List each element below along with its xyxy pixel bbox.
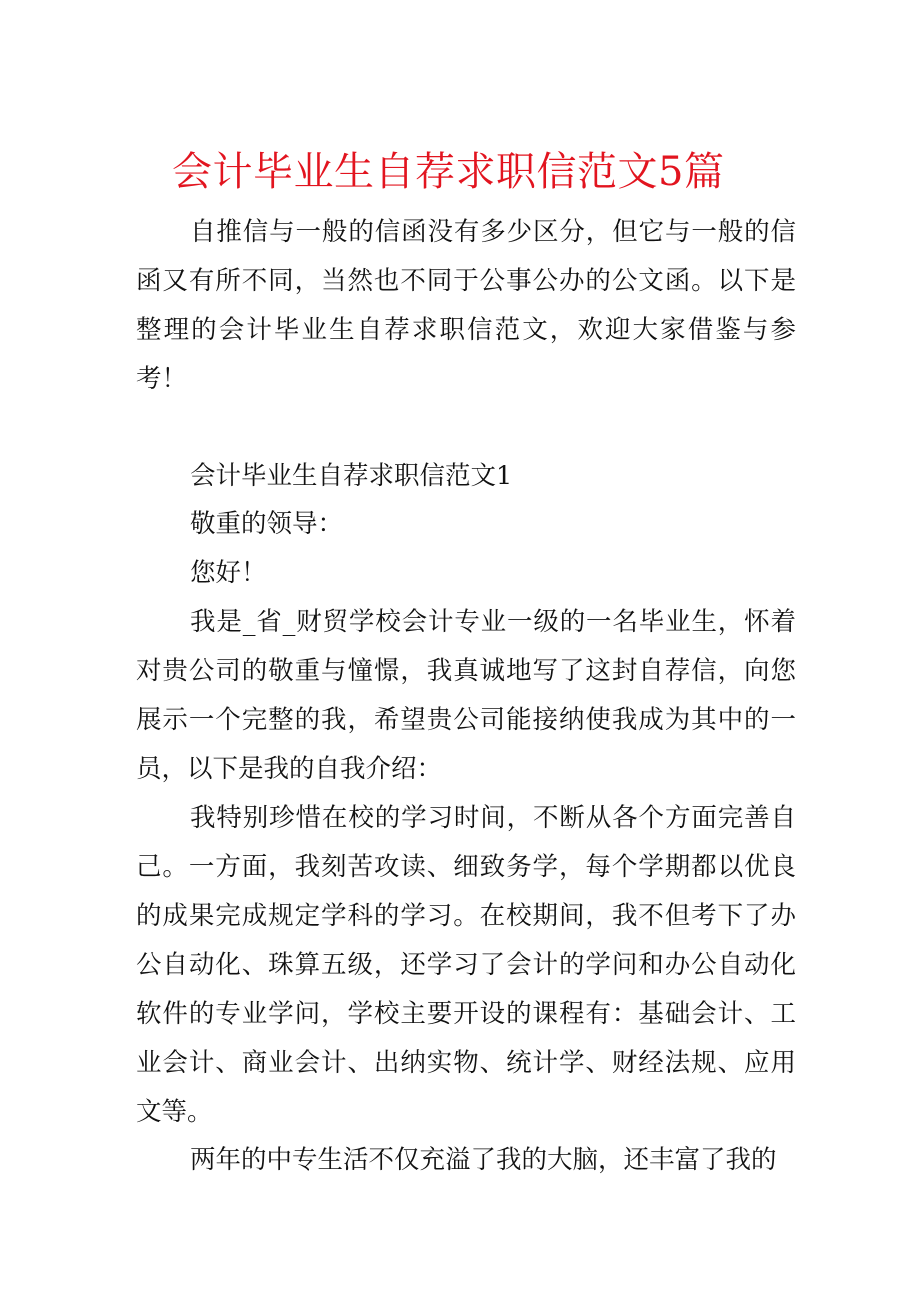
- section-title: 会计毕业生自荐求职信范文1: [190, 461, 513, 491]
- intro-paragraph: 自推信与一般的信函没有多少区分，但它与一般的信函又有所不同，当然也不同于公事公办的公文函。以下是整理的会计毕业生自荐求职信范文，欢迎大家借鉴与参考！: [136, 217, 796, 394]
- body-paragraph-1: 我是_省_财贸学校会计专业一级的一名毕业生，怀着对贵公司的敬重与憧憬，我真诚地写了这封自荐信，向您展示一个完整的我，希望贵公司能接纳使我成为其中的一员，以下是我的自我介绍：: [136, 607, 796, 784]
- greeting: 您好！: [190, 558, 267, 588]
- body-paragraph-3: 两年的中专生活不仅充溢了我的大脑，还丰富了我的: [190, 1145, 777, 1175]
- body-paragraph-2: 我特别珍惜在校的学习时间，不断从各个方面完善自己。一方面，我刻苦攻读、细致务学，每个学期都以优良的成果完成规定学科的学习。在校期间，我不但考下了办公自动化、珠算五级，还学习了会计的学问和办公自动化软件的专业学问，学校主要开设的课程有：基础会计、工业会计、商业会计、出纳实物、统计学、财经法规、应用文等。: [136, 803, 796, 1127]
- salutation: 敬重的领导：: [190, 509, 344, 539]
- document-title: 会计毕业生自荐求职信范文5篇: [172, 149, 725, 195]
